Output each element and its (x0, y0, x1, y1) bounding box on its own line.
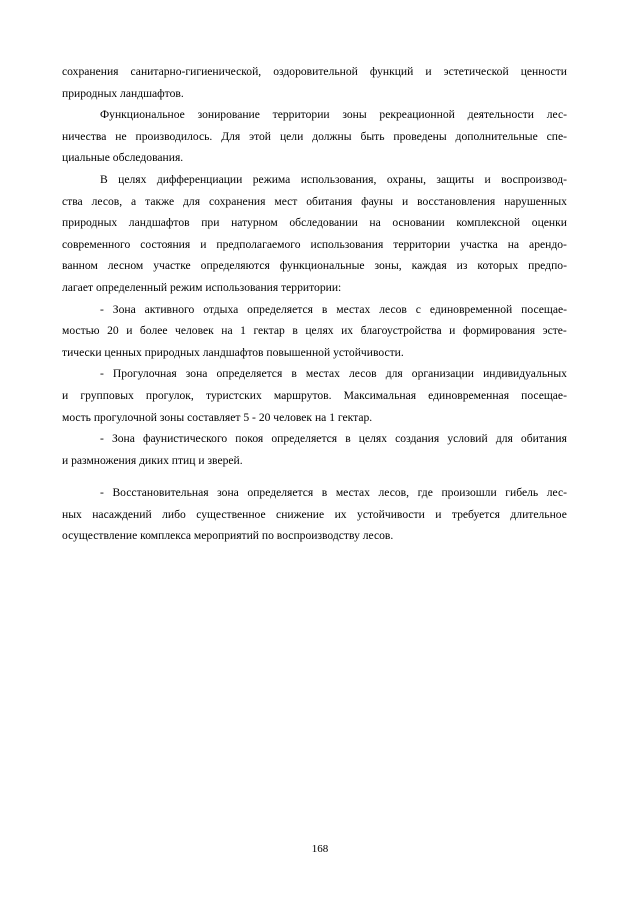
text-line: ванном лесном участке определяются функциональные зоны, каждая из которых предпо- (62, 259, 567, 273)
text-line: - Восстановительная зона определяется в местах лесов, где произошли гибель лес- (100, 486, 567, 500)
text-line: В целях дифференциации режима использования, охраны, защиты и воспроизвод- (100, 172, 567, 186)
text-line: природных ландшафтов при натурном обследовании на основании комплексной оценки (62, 216, 567, 230)
paragraph (62, 104, 567, 169)
text-line: мость прогулочной зоны составляет 5 - 20 человек на 1 гектар. (62, 410, 373, 424)
text-line: - Зона фаунистического покоя определяется в целях создания условий для обитания (100, 432, 567, 446)
text-line: и групповых прогулок, туристских маршрутов. Максимальная единовременная посещае- (62, 388, 567, 402)
body-text (62, 61, 567, 547)
page-number: 168 (311, 843, 329, 855)
text-line: ства лесов, а также для сохранения мест обитания фауны и восстановления нарушенных (62, 194, 567, 208)
text-line: Функциональное зонирование территории зоны рекреационной деятельности лес- (100, 108, 567, 122)
paragraph (62, 169, 567, 299)
text-line: и размножения диких птиц и зверей. (62, 453, 243, 467)
paragraph (62, 428, 567, 471)
text-line: ничества не производилось. Для этой цели должны быть проведены дополнительные спе- (62, 129, 567, 143)
text-line: лагает определенный режим использования территории: (62, 280, 342, 294)
text-line: современного состояния и предполагаемого использования территории участка на арендо- (62, 237, 567, 251)
text-line: - Прогулочная зона определяется в местах лесов для организации индивидуальных (100, 367, 567, 381)
paragraph (62, 482, 567, 547)
text-line: природных ландшафтов. (62, 86, 184, 100)
text-line: сохранения санитарно-гигиенической, оздоровительной функций и эстетической ценности (62, 65, 567, 78)
paragraph-gap (62, 471, 567, 482)
text-line: тически ценных природных ландшафтов повышенной устойчивости. (62, 345, 404, 359)
text-line: мостью 20 и более человек на 1 гектар в целях их благоустройства и формирования эсте- (62, 324, 567, 338)
paragraph (62, 363, 567, 428)
text-line: - Зона активного отдыха определяется в местах лесов с единовременной посещае- (100, 302, 567, 316)
paragraph (62, 299, 567, 364)
paragraph (62, 61, 567, 104)
text-line: осуществление комплекса мероприятий по воспроизводству лесов. (62, 529, 394, 543)
text-line: циальные обследования. (62, 151, 184, 165)
text-line: ных насаждений либо существенное снижение их устойчивости и требуется длительное (62, 507, 567, 521)
